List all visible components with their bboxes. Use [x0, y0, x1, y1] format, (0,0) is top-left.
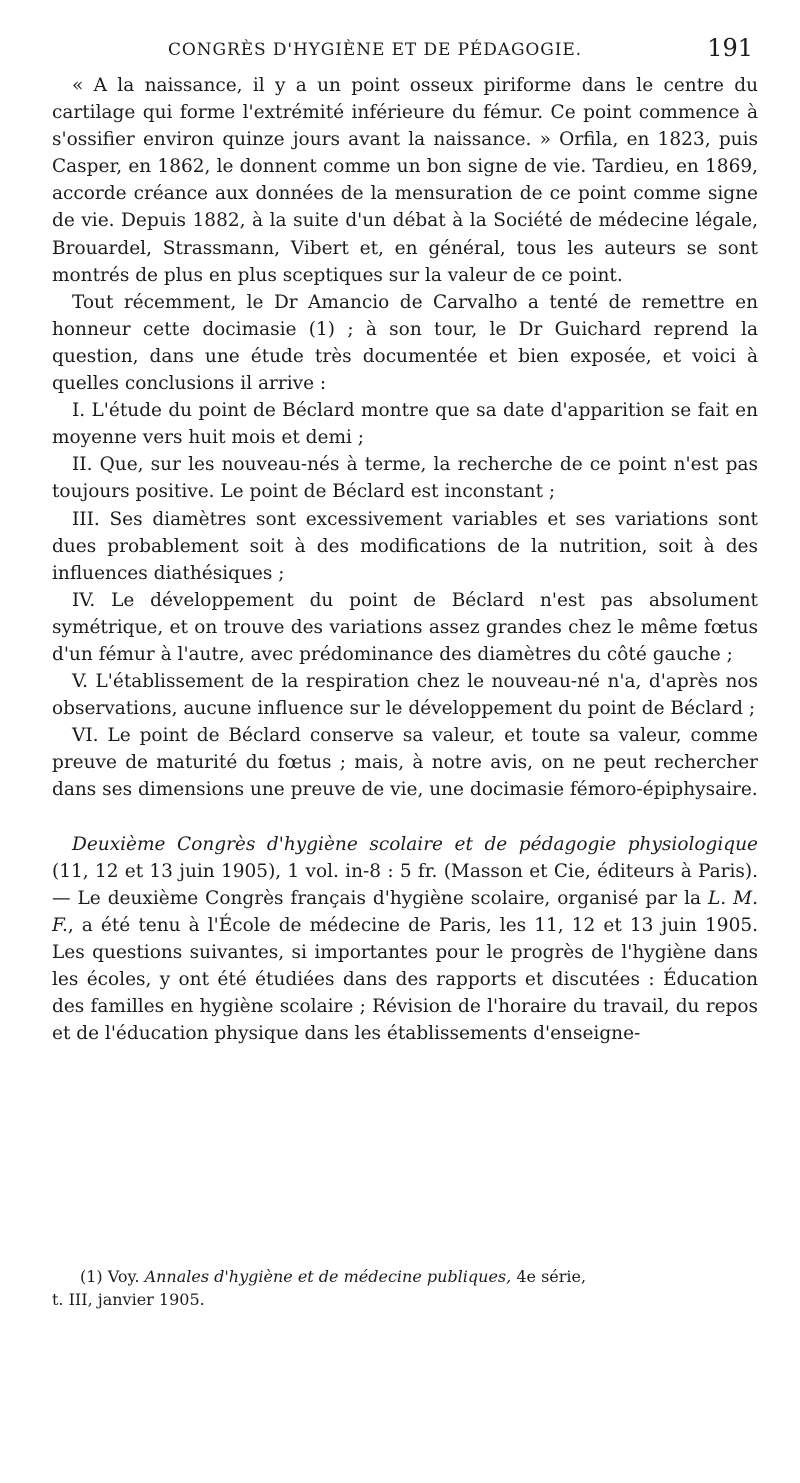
footnote-journal: Annales d'hygiène et de médecine publiques, [144, 1267, 512, 1286]
conclusion-item-1: I. L'étude du point de Béclard montre que sa date d'apparition se fait en moyenne vers huit mois et demi ; [52, 400, 758, 449]
conclusion-item-2: II. Que, sur les nouveau-nés à terme, la recherche de ce point n'est pas toujours positive. Le point de Béclard est inconstant ; [52, 454, 758, 503]
conclusion-item-6: VI. Le point de Béclard conserve sa valeur, et toute sa valeur, comme preuve de maturité du fœtus ; mais, à notre avis, on ne peut rechercher dans ses dimensions une preuve de vie, une docimasie fémoro-épiphysaire. [52, 725, 758, 801]
paragraph-beclard-intro: « A la naissance, il y a un point osseux piriforme dans le centre du cartilage qui forme l'extrémité inférieure du fémur. Ce point commence à s'ossifier environ quinze jours avant la naissance. » Orfila, en 1823, puis Casper, en 1862, le donnent comme un bon signe de vie. Tardieu, en 1869, accorde créance aux données de la mensuration de ce point comme signe de vie. Depuis 1882, à la suite d'un débat à la Société de médecine légale, Brouardel, Strassmann, Vibert et, en général, tous les auteurs se sont montrés de plus en plus sceptiques sur la valeur de ce point. [52, 75, 758, 286]
footnote-1 [52, 1265, 758, 1311]
footnote-issue: t. III, janvier 1905. [52, 1290, 205, 1309]
body-text [52, 72, 758, 1047]
running-head [168, 34, 753, 66]
review-title: Deuxième Congrès d'hygiène scolaire et de pédagogie physiologique [72, 833, 758, 855]
conclusion-item-3: III. Ses diamètres sont excessivement variables et ses variations sont dues probablement soit à des modifications de la nutrition, soit à des influences diathésiques ; [52, 508, 758, 584]
review-paragraph [52, 831, 758, 1048]
review-body: , a été tenu à l'École de médecine de Paris, les 11, 12 et 13 juin 1905. Les questions suivantes, si importantes pour le progrès de l'hygiène dans les écoles, y ont été étudiées dans des rapports et discutées : Éducation des familles en hygiène scolaire ; Révision de l'horaire du travail, du repos et de l'éducation physique dans les établissements d'enseigne- [52, 914, 758, 1045]
footnote-marker: (1) Voy. [80, 1267, 140, 1286]
footnotes [52, 1265, 758, 1311]
conclusion-item-5: V. L'établissement de la respiration chez le nouveau-né n'a, d'après nos observations, aucune influence sur le développement du point de Béclard ; [52, 671, 758, 720]
running-title: CONGRÈS D'HYGIÈNE ET DE PÉDAGOGIE. [168, 40, 582, 60]
section-gap [52, 804, 758, 831]
footnote-series: 4e série, [516, 1267, 587, 1286]
review-organization: L. M. F. [52, 887, 758, 936]
review-publication: (11, 12 et 13 juin 1905), 1 vol. in-8 : 5 fr. (Masson et Cie, éditeurs à Paris). — Le deuxième Congrès français d'hygiène scolaire, organisé par la [52, 860, 758, 909]
page-number: 191 [707, 34, 753, 62]
paragraph-carvalho: Tout récemment, le Dr Amancio de Carvalho a tenté de remettre en honneur cette docimasie (1) ; à son tour, le Dr Guichard reprend la question, dans une étude très documentée et bien exposée, et voici à quelles conclusions il arrive : [52, 291, 758, 395]
conclusion-item-4: IV. Le développement du point de Béclard n'est pas absolument symétrique, et on trouve des variations assez grandes chez le même fœtus d'un fémur à l'autre, avec prédominance des diamètres du côté gauche ; [52, 589, 758, 665]
